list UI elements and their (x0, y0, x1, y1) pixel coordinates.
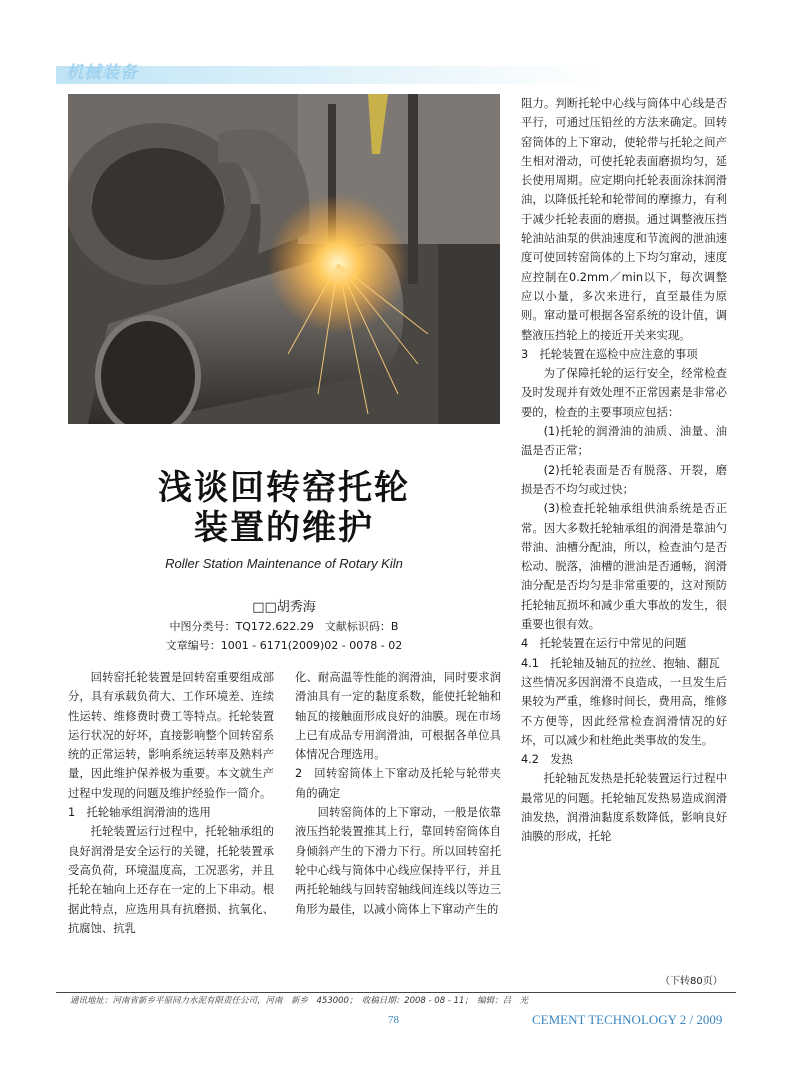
section-heading: 3 托轮装置在巡检中应注意的事项 (521, 347, 698, 361)
list-item: (2)托轮表面是否有脱落、开裂，磨损是否不均匀或过快； (521, 463, 727, 496)
body-column-2 (295, 668, 501, 919)
article-title-line-2: 装置的维护 (194, 508, 374, 548)
subsection-heading: 4.1 托轮轴及轴瓦的拉丝、抱轴、翻瓦 (521, 656, 720, 670)
body-column-1 (68, 668, 274, 938)
paragraph: 化、耐高温等性能的润滑油，同时要求润滑油具有一定的黏度系数，能使托轮轴和轴瓦的接触面形成良好的油膜。现在市场上已有成品专用润滑油，可根据各单位具体情况合理选用。 (295, 671, 501, 762)
page-number: 78 (388, 1014, 399, 1026)
article-title-line-1: 浅谈回转窑托轮 (158, 468, 410, 508)
header-band (56, 66, 736, 84)
article-meta (68, 598, 500, 655)
journal-name: CEMENT TECHNOLOGY 2 / 2009 (532, 1012, 723, 1027)
continued-note: （下转80页） (660, 976, 723, 987)
subsection-heading: 4.2 发热 (521, 753, 573, 767)
paragraph: 回转窑托轮装置是回转窑重要组成部分，具有承载负荷大、工作环境差、连续性运转、维修费时费工等特点。托轮装置运行状况的好坏，直接影响整个回转窑系统的正常运转，影响系统运转率及熟料产量，因此维护保养极为重要。本文就生产过程中发现的问题及维护经验作一简介。 (68, 671, 274, 800)
classification-number: 中图分类号：TQ172.622.29 文献标识码：B (169, 620, 399, 633)
list-item: (1)托轮的润滑油的油质、油量、油温是否正常； (521, 425, 727, 458)
section-heading: 2 回转窑筒体上下窜动及托轮与轮带夹角的确定 (295, 767, 501, 800)
section-label: 机械装备 (66, 63, 138, 83)
paragraph: 托轮轴瓦发热是托轮装置运行过程中最常见的问题。托轮轴瓦发热易造成润滑油发热，润滑油黏度系数降低，影响良好油膜的形成，托轮 (521, 772, 727, 844)
paragraph: 回转窑筒体的上下窜动，一般是依靠液压挡轮装置推其上行，靠回转窑筒体自身倾斜产生的下滑力下行。所以回转窑托轮中心线与筒体中心线应保持平行，并且两托轮轴线与回转窑轴线间连线以等边三角形为最佳，以减小筒体上下窜动产生的 (295, 806, 501, 916)
welding-pipe-image (68, 94, 500, 424)
body-column-3 (521, 94, 727, 847)
article-number: 文章编号：1001 - 6171(2009)02 - 0078 - 02 (165, 639, 403, 652)
section-heading: 4 托轮装置在运行中常见的问题 (521, 637, 687, 651)
article-title-english: Roller Station Maintenance of Rotary Kiln (165, 556, 403, 571)
footer-address: 通讯地址：河南省新乡平原同力水泥有限责任公司，河南 新乡 453000； 收稿日期：2008 - 08 - 11； 编辑：吕 光 (70, 996, 529, 1006)
section-heading: 1 托轮轴承组润滑油的选用 (68, 806, 211, 820)
list-item: (3)检查托轮轴承组供油系统是否正常。因大多数托轮轴承组的润滑是靠油勺带油、油槽分配油，所以，检查油勺是否松动、脱落，油槽的泄油是否通畅，润滑油分配是否均匀是非常重要的，这对预防托轮轴瓦损坏和减少重大事故的发生，很重要也很有效。 (521, 502, 727, 632)
paragraph: 托轮装置运行过程中，托轮轴承组的良好润滑是安全运行的关键，托轮装置承受高负荷，环境温度高，工况恶劣，并且托轮在轴向上还存在一定的上下串动。根据此特点，应选用具有抗磨损、抗氧化、抗腐蚀、抗乳 (68, 825, 274, 935)
author: □□胡秀海 (252, 600, 316, 615)
article-title-block (68, 468, 500, 571)
article-photo (68, 94, 500, 424)
paragraph: 这些情况多因润滑不良造成，一旦发生后果较为严重，维修时间长，费用高，维修不方便等，因此经常检查润滑情况的好坏，可以减少和杜绝此类事故的发生。 (521, 675, 727, 747)
paragraph: 阻力。判断托轮中心线与筒体中心线是否平行，可通过压铅丝的方法来确定。回转窑筒体的上下窜动，使轮带与托轮之间产生相对滑动，可使托轮表面磨损均匀，延长使用周期。应定期向托轮表面涂抹润滑油，以降低托轮和轮带间的摩擦力，有利于减少托轮表面的磨损。通过调整液压挡轮油站油泵的供油速度和节流阀的泄油速度可使回转窑筒体的上下均匀窜动，速度应控制在0.2mm／min以下，每次调整应以小量，多次来进行，直至最佳为原则。窜动量可根据各窑系统的设计值，调整液压挡轮上的接近开关来实现。 (521, 97, 727, 342)
paragraph: 为了保障托轮的运行安全，经常检查及时发现并有效处理不正常因素是非常必要的，检查的主要事项应包括： (521, 367, 727, 419)
footer-divider (56, 992, 736, 993)
